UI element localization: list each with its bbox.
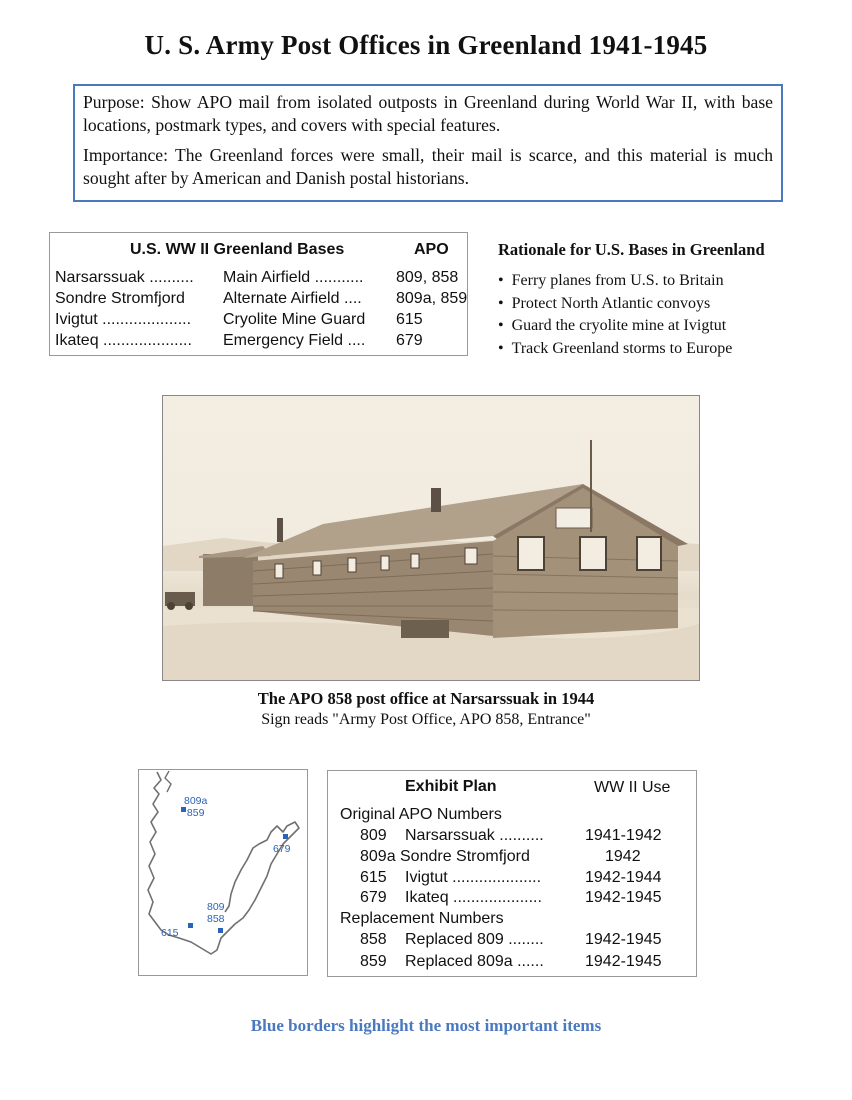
apo-use: 1942 [605, 848, 641, 865]
base-apo: 679 [396, 332, 423, 349]
apo-heading: APO [414, 241, 449, 258]
apo-number: 615 [360, 869, 387, 886]
apo-place: Replaced 809a ...... [405, 953, 544, 970]
apo-markers [181, 807, 288, 933]
table-row [50, 290, 467, 311]
apo-number: 859 [360, 953, 387, 970]
table-row [328, 869, 696, 890]
plan-heading: Exhibit Plan [405, 778, 497, 795]
importance-text: Importance: The Greenland forces were small, their mail is scarce, and this material is much sought after by American and Danish postal historians. [83, 145, 773, 188]
map-label-line: 615 [161, 927, 179, 939]
table-row [328, 931, 696, 952]
apo-place: Ikateq .................... [405, 889, 542, 906]
apo-number: 809a [360, 848, 396, 865]
apo-number: 809 [360, 827, 387, 844]
table-row [50, 269, 467, 290]
table-row [50, 332, 467, 353]
map-label-line: 809 [207, 901, 225, 913]
table-row [328, 953, 696, 974]
purpose-box [73, 84, 783, 202]
table-row [50, 311, 467, 332]
base-name: Ikateq .................... [55, 332, 192, 349]
marker-679 [283, 834, 288, 839]
map-label-679 [273, 843, 291, 855]
base-apo: 809, 858 [396, 269, 459, 286]
apo-use: 1942-1944 [585, 869, 662, 886]
base-role: Cryolite Mine Guard [223, 311, 366, 328]
map-label-line: 679 [273, 843, 291, 855]
apo-number: 858 [360, 931, 387, 948]
photo-subcaption: Sign reads "Army Post Office, APO 858, Entrance" [261, 711, 591, 728]
table-row [328, 848, 696, 869]
apo-place: Replaced 809 ........ [405, 931, 544, 948]
table-row [328, 827, 696, 848]
page-title: U. S. Army Post Offices in Greenland 1941-1945 [144, 30, 708, 60]
marker-809 [218, 928, 223, 933]
apo-number: 679 [360, 889, 387, 906]
map-label-line: 809a [184, 795, 208, 807]
use-heading: WW II Use [594, 779, 671, 796]
base-apo: 809a, 859 [396, 290, 468, 307]
greenland-map [138, 769, 308, 976]
list-item: • Protect North Atlantic convoys [498, 293, 732, 316]
coastline-map [139, 770, 307, 975]
apo-use: 1942-1945 [585, 953, 662, 970]
base-role: Alternate Airfield .... [223, 290, 362, 307]
map-label-809 [207, 901, 225, 925]
list-item: • Ferry planes from U.S. to Britain [498, 270, 732, 293]
replacement-heading: Replacement Numbers [340, 910, 504, 927]
rationale-list [498, 270, 732, 360]
apo-place: Narsarssuak .......... [405, 827, 544, 844]
apo-use: 1942-1945 [585, 889, 662, 906]
bases-heading: U.S. WW II Greenland Bases [130, 241, 345, 258]
table-row [328, 889, 696, 910]
apo-use: 1942-1945 [585, 931, 662, 948]
apo-place: Ivigtut .................... [405, 869, 542, 886]
base-name: Ivigtut .................... [55, 311, 192, 328]
map-label-809a [184, 795, 207, 819]
list-item: • Track Greenland storms to Europe [498, 338, 732, 361]
apo-place: Sondre Stromfjord [400, 848, 530, 865]
marker-615 [188, 923, 193, 928]
apo-use: 1941-1942 [585, 827, 662, 844]
building-illustration [163, 396, 699, 680]
map-label-line: 859 [186, 807, 205, 819]
footer-note: Blue borders highlight the most important items [250, 1016, 602, 1035]
map-label-615 [161, 927, 179, 939]
post-office-photo [162, 395, 700, 681]
rationale-title: Rationale for U.S. Bases in Greenland [498, 240, 765, 259]
base-name: Sondre Stromfjord [55, 290, 185, 307]
map-label-line: 858 [207, 913, 225, 925]
base-role: Main Airfield ........... [223, 269, 364, 286]
list-item: • Guard the cryolite mine at Ivigtut [498, 315, 732, 338]
base-name: Narsarssuak .......... [55, 269, 194, 286]
original-heading: Original APO Numbers [340, 806, 502, 823]
base-role: Emergency Field .... [223, 332, 366, 349]
base-apo: 615 [396, 311, 423, 328]
exhibit-plan-table [327, 770, 697, 977]
purpose-text: Purpose: Show APO mail from isolated outposts in Greenland during World War II, with base locations, postmark types, and covers with special features. [83, 92, 773, 135]
bases-table [49, 232, 468, 356]
photo-caption: The APO 858 post office at Narsarssuak in 1944 [257, 689, 595, 708]
